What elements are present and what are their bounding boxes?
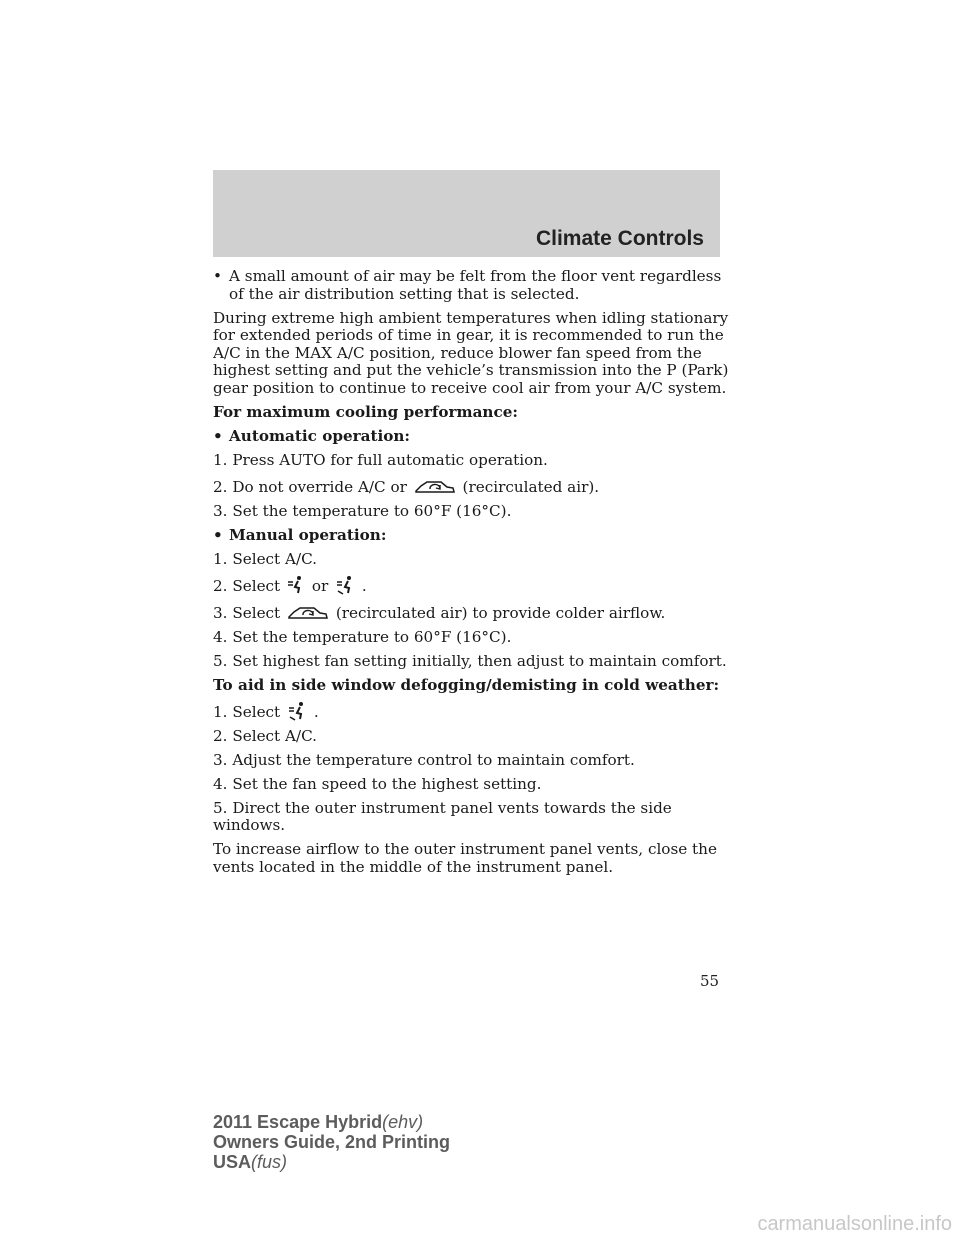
- bullet-dot: •: [213, 267, 222, 285]
- defog-step-2: 2. Select A/C.: [213, 726, 317, 745]
- bullet-automatic: • Automatic operation:: [213, 426, 411, 445]
- manual-step-3: 3. Select (recirculated air) to provide colder airflow.: [213, 603, 666, 622]
- manual-step-1: 1. Select A/C.: [213, 549, 317, 568]
- paragraph-idling: During extreme high ambient temperatures when idling stationary for extended periods of time in gear, it is recommended to run the A/C in the MAX A/C position, reduce blower fan speed from the highest setting and put the vehicle’s transmission into the P (Park) gear position to continue to receive cool air from your A/C system.: [213, 308, 729, 397]
- footer-model-line: 2011 Escape Hybrid(ehv): [213, 1112, 424, 1132]
- heading-defog: To aid in side window defogging/demisting in cold weather:: [213, 675, 720, 694]
- auto-step-3: 3. Set the temperature to 60°F (16°C).: [213, 501, 512, 520]
- bullet-manual: • Manual operation:: [213, 525, 387, 544]
- page-number: 55: [700, 972, 720, 990]
- panel-floor-vent-icon: [335, 575, 355, 595]
- manual-page-content: [213, 268, 733, 883]
- defog-step-1: 1. Select .: [213, 702, 319, 721]
- bullet-dot: •: [213, 426, 223, 445]
- footer-guide-line: Owners Guide, 2nd Printing: [213, 1132, 451, 1152]
- auto-step-1: 1. Press AUTO for full automatic operation.: [213, 450, 548, 469]
- panel-floor-vent-icon: [287, 701, 307, 721]
- recirculated-air-icon: [414, 476, 456, 496]
- bullet-dot: •: [213, 525, 223, 544]
- manual-step-4: 4. Set the temperature to 60°F (16°C).: [213, 627, 512, 646]
- watermark: carmanualsonline.info: [757, 1213, 952, 1235]
- paragraph-airflow: To increase airflow to the outer instrument panel vents, close the vents located in the middle of the instrument panel.: [213, 840, 717, 876]
- recirculated-air-icon: [287, 602, 329, 622]
- section-header-bar: [213, 170, 720, 257]
- heading-max-cooling: For maximum cooling performance:: [213, 402, 518, 421]
- panel-vent-icon: [287, 575, 305, 595]
- manual-step-5: 5. Set highest fan setting initially, then adjust to maintain comfort.: [213, 651, 727, 670]
- bullet-floor-vent: • A small amount of air may be felt from the floor vent regardless of the air distribution setting that is selected.: [213, 267, 722, 303]
- manual-step-2: 2. Select or .: [213, 576, 367, 595]
- auto-step-2: 2. Do not override A/C or (recirculated air).: [213, 477, 600, 496]
- defog-step-3: 3. Adjust the temperature control to maintain comfort.: [213, 750, 635, 769]
- document-footer: [213, 1112, 450, 1172]
- section-title: Climate Controls: [535, 227, 704, 250]
- footer-market-line: USA(fus): [213, 1152, 288, 1172]
- defog-step-5: 5. Direct the outer instrument panel vents towards the side windows.: [213, 798, 672, 835]
- defog-step-4: 4. Set the fan speed to the highest setting.: [213, 774, 542, 793]
